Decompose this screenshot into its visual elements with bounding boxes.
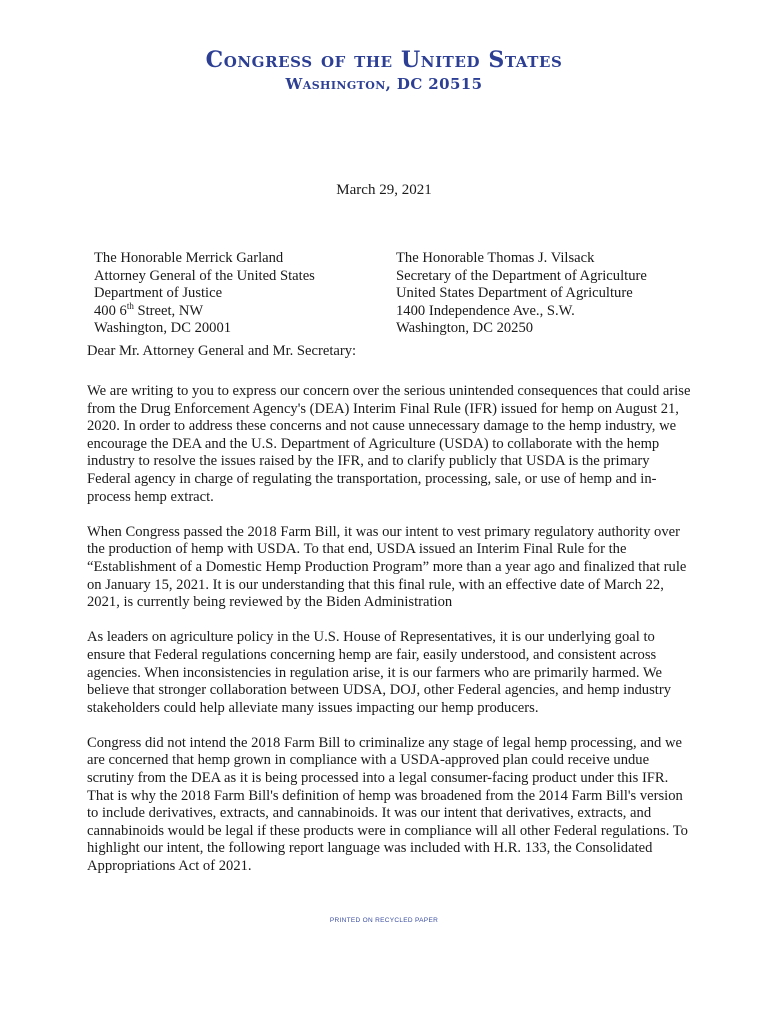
recycled-paper-notice: PRINTED ON RECYCLED PAPER xyxy=(329,917,439,924)
recipient-address-right xyxy=(396,250,647,338)
recipient-city: Washington, DC 20250 xyxy=(396,320,534,337)
recipient-department: United States Department of Agriculture xyxy=(396,285,633,302)
recipient-street xyxy=(94,300,315,321)
letterhead-subtitle: Washington, DC 20515 xyxy=(285,75,483,93)
recipient-title: Attorney General of the United States xyxy=(94,267,315,284)
recipient-name: The Honorable Thomas J. Vilsack xyxy=(396,250,595,266)
recipient-address-left xyxy=(94,250,315,338)
body-paragraph: We are writing to you to express our concern over the serious unintended consequences that could arise from the Drug Enforcement Agency's (DEA) Interim Final Rule (IFR) issued for hemp on August 21, 2020. In order to address these concerns and not cause unnecessary damage to the hemp industry, we encourage the DEA and the U.S. Department of Agriculture (USDA) to collaborate with the hemp industry to resolve the issues raised by the IFR, and to clarify publicly that USDA is the primary Federal agency in charge of regulating the transportation, processing, sale, or use of hemp and in-process hemp extract. xyxy=(87,383,691,505)
body-paragraph: Congress did not intend the 2018 Farm Bill to criminalize any stage of legal hemp processing, and we are concerned that hemp grown in compliance with a USDA-approved plan could receive undue scrutiny from the DEA as it is being processed into a legal consumer-facing product under this IFR. That is why the 2018 Farm Bill's definition of hemp was broadened from the 2014 Farm Bill's version to include derivatives, extracts, and cannabinoids. It was our intent that derivatives, extracts, and cannabinoids would be legal if these products were in compliance will all other Federal regulations. To highlight our intent, the following report language was included with H.R. 133, the Consolidated Appropriations Act of 2021. xyxy=(87,734,688,875)
body-paragraph: As leaders on agriculture policy in the U.S. House of Representatives, it is our underlying goal to ensure that Federal regulations concerning hemp are fair, easily understood, and consistent across agencies. When inconsistencies in regulation arise, it is our farmers who are primarily harmed. We believe that stronger collaboration between UDSA, DOJ, other Federal agencies, and hemp industry stakeholders could help alleviate many issues impacting our hemp producers. xyxy=(87,629,671,716)
street-rest: Street, NW xyxy=(133,302,204,319)
letter-date: March 29, 2021 xyxy=(336,182,432,198)
street-number: 400 6 xyxy=(94,302,127,319)
recipient-name: The Honorable Merrick Garland xyxy=(94,250,284,266)
recipient-city: Washington, DC 20001 xyxy=(94,320,232,337)
street-ordinal-suffix: th xyxy=(126,300,134,311)
letterhead xyxy=(0,46,768,94)
recipient-title: Secretary of the Department of Agriculture xyxy=(396,267,647,284)
letterhead-title: Congress of the United States xyxy=(205,47,563,73)
body-paragraph: When Congress passed the 2018 Farm Bill, it was our intent to vest primary regulatory authority over the production of hemp with USDA. To that end, USDA issued an Interim Final Rule for the “Establishment of a Domestic Hemp Production Program” more than a year ago and finalized that rule on January 15, 2021. It is our understanding that this final rule, with an effective date of March 22, 2021, is currently being reviewed by the Biden Administration xyxy=(87,523,687,611)
salutation: Dear Mr. Attorney General and Mr. Secretary: xyxy=(87,343,357,359)
recipient-department: Department of Justice xyxy=(94,285,223,302)
letter-body xyxy=(87,383,691,893)
recipient-street: 1400 Independence Ave., S.W. xyxy=(396,302,575,319)
